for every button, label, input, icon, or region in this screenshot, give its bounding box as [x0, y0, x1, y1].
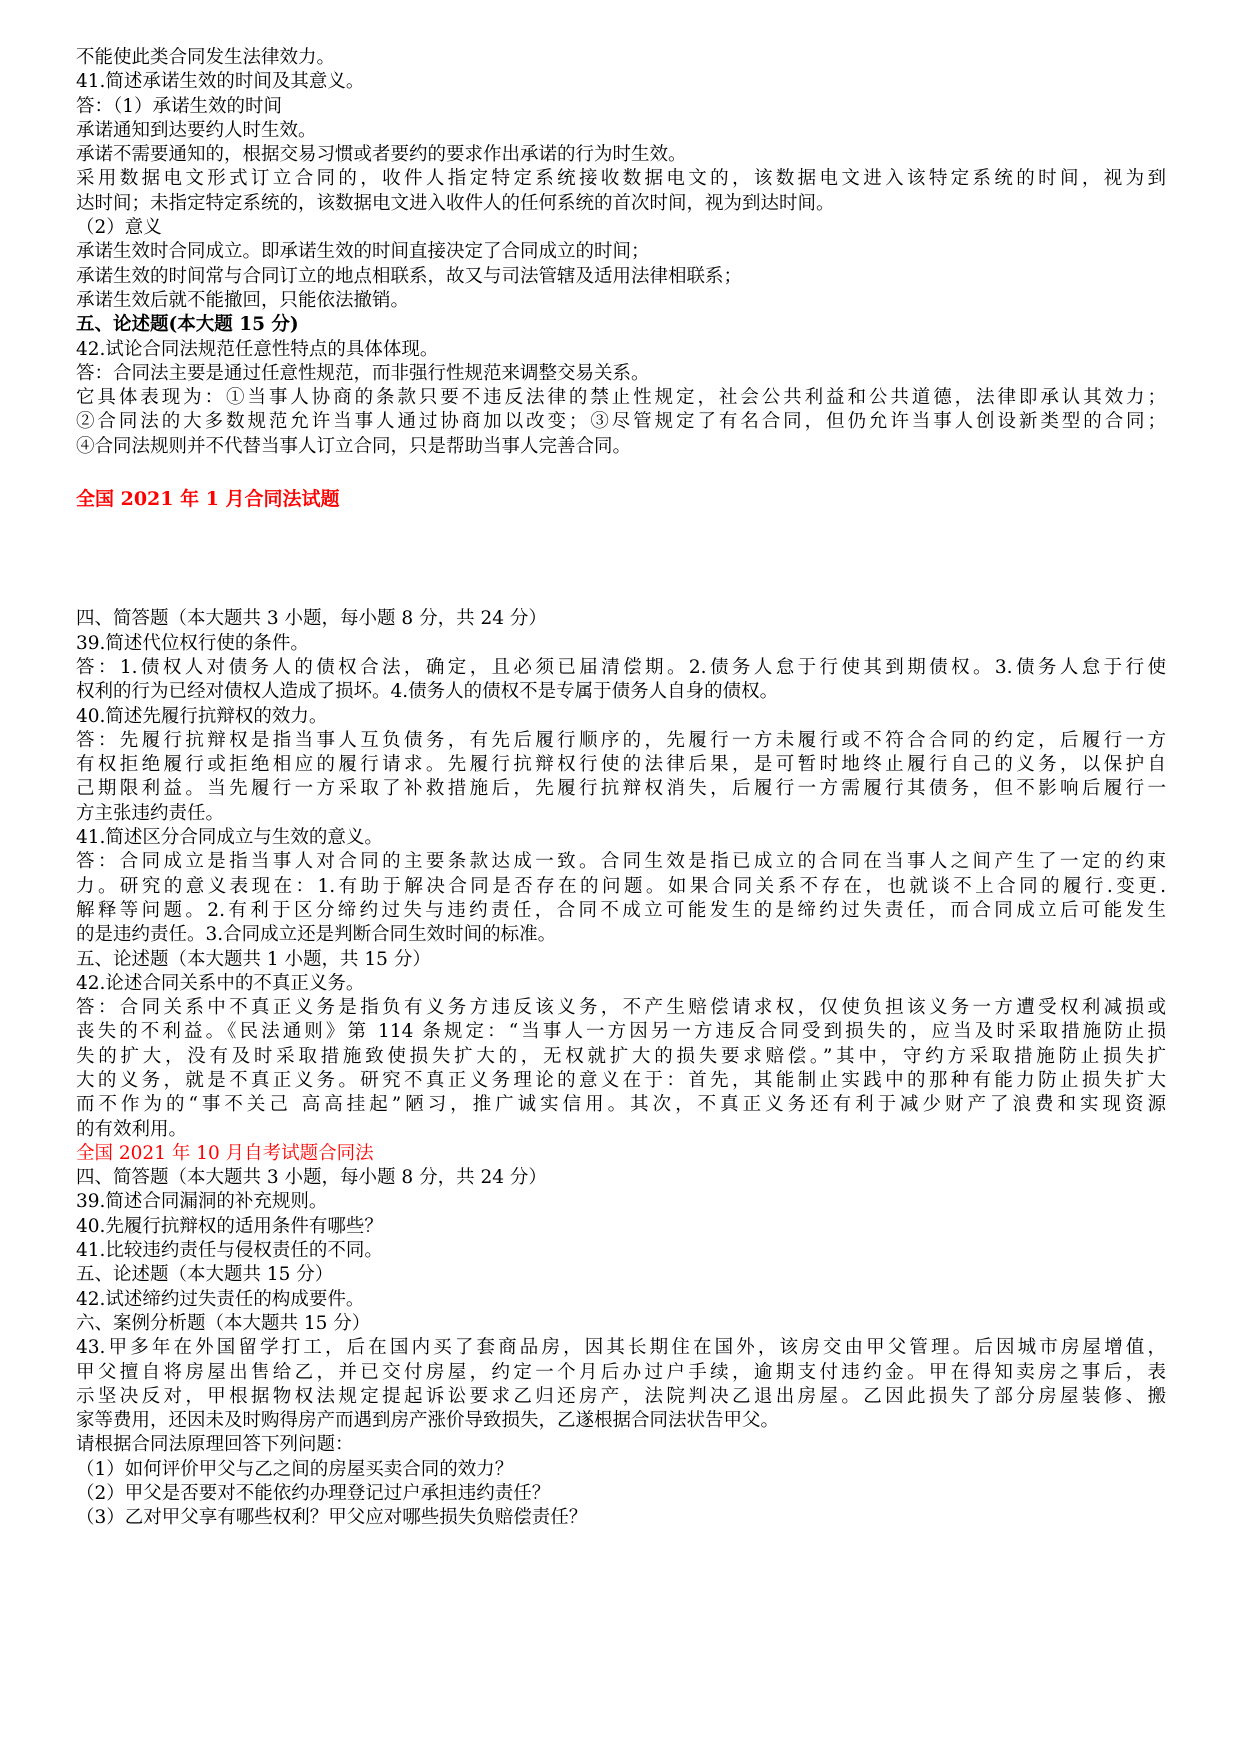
sub-question-3: （3）乙对甲父享有哪些权利？甲父应对哪些损失负赔偿责任？ [76, 1507, 588, 1529]
question-40: 40.先履行抗辩权的适用条件有哪些？ [76, 1215, 383, 1237]
part1-block [76, 46, 1166, 459]
section-heading: 四、简答题（本大题共 3 小题，每小题 8 分，共 24 分） [76, 608, 547, 630]
text-line: ④合同法规则并不代替当事人订立合同，只是帮助当事人完善合同。 [76, 435, 632, 457]
section-heading: 五、论述题(本大题 15 分) [76, 314, 299, 336]
text-line: 力。研究的意义表现在：1.有助于解决合同是否存在的问题。如果合同关系不存在，也就谈不上合同的履行.变更. [76, 875, 1166, 897]
text-line: 答：1.债权人对债务人的债权合法，确定，且必须已届清偿期。2.债务人怠于行使其到期债权。3.债务人怠于行使 [76, 656, 1166, 678]
question-39: 39.简述合同漏洞的补充规则。 [76, 1191, 328, 1213]
question-43: 43.甲多年在外国留学打工，后在国内买了套商品房，因其长期住在国外，该房交由甲父管理。后因城市房屋增值， [76, 1337, 1166, 1359]
question-41: 41.简述区分合同成立与生效的意义。 [76, 827, 383, 849]
text-line: ②合同法的大多数规范允许当事人通过协商加以改变；③尽管规定了有名合同，但仍允许当事人创设新类型的合同； [76, 411, 1166, 433]
text-line: 示坚决反对，甲根据物权法规定提起诉讼要求乙归还房产，法院判决乙退出房屋。乙因此损失了部分房屋装修、搬 [76, 1385, 1166, 1407]
text-line: 请根据合同法原理回答下列问题： [76, 1434, 354, 1456]
question-39: 39.简述代位权行使的条件。 [76, 632, 309, 654]
text-line: 失的扩大，没有及时采取措施致使损失扩大的，无权就扩大的损失要求赔偿。”其中，守约方采取措施防止损失扩 [76, 1045, 1166, 1067]
text-line: 承诺生效时合同成立。即承诺生效的时间直接决定了合同成立的时间； [76, 241, 650, 263]
text-line: 答：合同关系中不真正义务是指负有义务方违反该义务，不产生赔偿请求权，仅使负担该义务一方遭受权利减损或 [76, 997, 1166, 1019]
text-line: 解释等问题。2.有利于区分缔约过失与违约责任，合同不成立可能发生的是缔约过失责任，而合同成立后可能发生 [76, 899, 1166, 921]
text-line: 的有效利用。 [76, 1118, 188, 1140]
text-line: 大的义务，就是不真正义务。研究不真正义务理论的意义在于：首先，其能制止实践中的那种有能力防止损失扩大 [76, 1069, 1166, 1091]
text-line: 的是违约责任。3.合同成立还是判断合同生效时间的标准。 [76, 924, 557, 946]
text-line: 不能使此类合同发生法律效力。 [76, 47, 336, 68]
text-line: 方主张违约责任。 [76, 802, 225, 824]
text-line: （2）意义 [76, 217, 162, 239]
question-42: 42.试述缔约过失责任的构成要件。 [76, 1288, 365, 1310]
text-line: 承诺通知到达要约人时生效。 [76, 119, 317, 141]
text-line: 甲父擅自将房屋出售给乙，并已交付房屋，约定一个月后办过户手续，逾期支付违约金。甲在得知卖房之事后，表 [76, 1361, 1166, 1383]
section-heading: 四、简答题（本大题共 3 小题，每小题 8 分，共 24 分） [76, 1167, 547, 1189]
question-41: 41.比较违约责任与侵权责任的不同。 [76, 1240, 383, 1262]
question-41: 41.简述承诺生效的时间及其意义。 [76, 71, 365, 93]
question-40: 40.简述先履行抗辩权的效力。 [76, 705, 328, 727]
text-line: 承诺生效的时间常与合同订立的地点相联系，故又与司法管辖及适用法律相联系； [76, 265, 743, 287]
sub-question-2: （2）甲父是否要对不能依约办理登记过户承担违约责任？ [76, 1483, 551, 1505]
text-line: 权利的行为已经对债权人造成了损坏。4.债务人的债权不是专属于债务人自身的债权。 [76, 681, 779, 703]
text-line: 而不作为的“事不关己 高高挂起”陋习，推广诚实信用。其次，不真正义务还有利于减少财产了浪费和实现资源 [76, 1094, 1166, 1116]
section-heading: 五、论述题（本大题共 1 小题，共 15 分） [76, 948, 431, 970]
question-42: 42.试论合同法规范任意性特点的具体体现。 [76, 338, 439, 360]
text-line: 有权拒绝履行或拒绝相应的履行请求。先履行抗辩权行使的法律后果，是可暂时地终止履行自己的义务，以保护自 [76, 754, 1166, 776]
exam-2021-01-block [76, 607, 1166, 1142]
exam-2021-10-block [76, 1166, 1166, 1530]
text-line: 承诺不需要通知的，根据交易习惯或者要约的要求作出承诺的行为时生效。 [76, 144, 687, 166]
text-line: 承诺生效后就不能撤回，只能依法撤销。 [76, 289, 410, 311]
text-line: 答：合同成立是指当事人对合同的主要条款达成一致。合同生效是指已成立的合同在当事人之间产生了一定的约束 [76, 851, 1166, 873]
exam-title-2021-10: 全国 2021 年 10 月自考试题合同法 [76, 1142, 374, 1164]
text-line: 采用数据电文形式订立合同的，收件人指定特定系统接收数据电文的，该数据电文进入该特定系统的时间，视为到 [76, 168, 1166, 190]
text-line: 答：（1）承诺生效的时间 [76, 95, 283, 117]
section-heading: 五、论述题（本大题共 15 分） [76, 1264, 334, 1286]
text-line: 答：合同法主要是通过任意性规范，而非强行性规范来调整交易关系。 [76, 362, 650, 384]
exam-title-2021-01: 全国 2021 年 1 月合同法试题 [76, 488, 340, 511]
document-page [76, 46, 1166, 1531]
text-line: 家等费用，还因未及时购得房产而遇到房产涨价导致损失，乙遂根据合同法状告甲父。 [76, 1410, 780, 1432]
text-line: 己期限利益。当先履行一方采取了补救措施后，先履行抗辩权消失，后履行一方需履行其债务，但不影响后履行一 [76, 778, 1166, 800]
question-42: 42.论述合同关系中的不真正义务。 [76, 972, 365, 994]
section-heading: 六、案例分析题（本大题共 15 分） [76, 1312, 371, 1334]
sub-question-1: （1）如何评价甲父与乙之间的房屋买卖合同的效力？ [76, 1458, 514, 1480]
text-line: 丧失的不利益。《民法通则》第 114 条规定：“当事人一方因另一方违反合同受到损失的，应当及时采取措施防止损 [76, 1021, 1166, 1043]
text-line: 答：先履行抗辩权是指当事人互负债务，有先后履行顺序的，先履行一方未履行或不符合合同的约定，后履行一方 [76, 729, 1166, 751]
text-line: 达时间；未指定特定系统的，该数据电文进入收件人的任何系统的首次时间，视为到达时间。 [76, 192, 835, 214]
text-line: 它具体表现为：①当事人协商的条款只要不违反法律的禁止性规定，社会公共利益和公共道德，法律即承认其效力； [76, 387, 1166, 409]
